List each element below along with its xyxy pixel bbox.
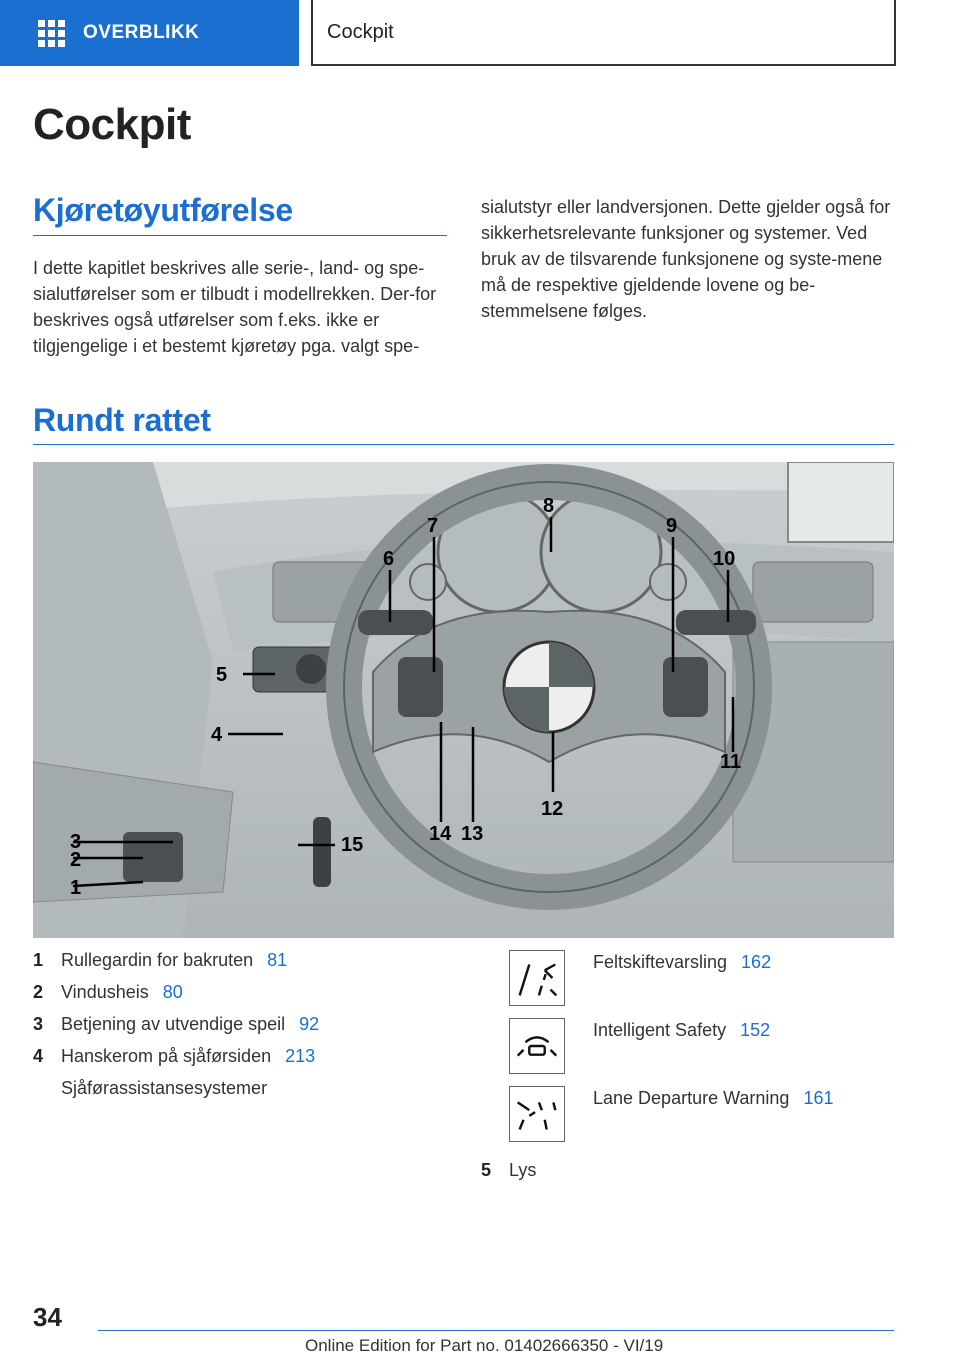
legend-text: Betjening av utvendige speil — [61, 1014, 286, 1034]
paragraph-right: sialutstyr eller landversjonen. Dette gjelder også for sikkerhetsrelevante funksjoner og systemer. Ved bruk av de tilsvarende funksjonene og syste-mene må de respektive gjeldende lovene og be-stemmelsene følges. — [481, 197, 891, 321]
callout-11: 11 — [720, 751, 742, 773]
legend-text: Hanskerom på sjåførsiden — [61, 1046, 272, 1066]
legend-icon-text — [593, 1020, 770, 1041]
legend-item — [33, 982, 463, 1014]
callout-15: 15 — [341, 834, 364, 856]
legend-icon-row — [509, 1086, 889, 1142]
legend-icon-row — [509, 950, 889, 1006]
callout-3: 3 — [70, 831, 82, 853]
legend-icon-text — [593, 952, 771, 973]
breadcrumb: Cockpit — [311, 0, 896, 66]
page-title: Cockpit — [33, 100, 191, 149]
intelligent-safety-icon — [509, 1018, 565, 1074]
page-link[interactable]: 161 — [803, 1088, 834, 1108]
section-rule — [33, 235, 447, 236]
page-link[interactable]: 81 — [267, 950, 288, 970]
callout-5: 5 — [216, 664, 228, 686]
callout-6: 6 — [383, 548, 395, 570]
legend-text: Feltskiftevarsling — [593, 952, 728, 972]
legend-list-left — [33, 950, 463, 1110]
legend-text: Lys — [509, 1160, 537, 1180]
page-number: 34 — [33, 1302, 62, 1332]
page-link[interactable]: 80 — [162, 982, 183, 1002]
callout-10: 10 — [713, 548, 736, 570]
legend-item — [33, 950, 463, 982]
lane-departure-icon — [509, 1086, 565, 1142]
legend-text: Intelligent Safety — [593, 1020, 727, 1040]
legend-icon-row — [509, 1018, 889, 1074]
callout-7: 7 — [427, 515, 439, 537]
legend-number: 4 — [33, 1046, 44, 1066]
lane-change-warning-icon — [509, 950, 565, 1006]
page-link[interactable]: 92 — [299, 1014, 320, 1034]
callout-2: 2 — [70, 849, 82, 871]
grid-icon — [38, 20, 65, 47]
legend-item — [481, 1160, 536, 1181]
legend-item — [33, 1046, 463, 1078]
legend-text: Rullegardin for bakruten — [61, 950, 254, 970]
section-title-vehicle-equipment: Kjøretøyutførelse — [33, 192, 293, 228]
legend-text: Lane Departure Warning — [593, 1088, 790, 1108]
overview-tab-label: OVERBLIKK — [83, 22, 200, 43]
footer-edition: Online Edition for Part no. 01402666350 - VI/19 — [305, 1336, 664, 1355]
legend-number: 5 — [481, 1160, 492, 1180]
overview-tab[interactable] — [0, 0, 299, 66]
callout-14: 14 — [429, 823, 452, 845]
cockpit-illustration — [33, 462, 894, 938]
callout-1: 1 — [70, 877, 82, 899]
callout-12: 12 — [541, 798, 564, 820]
callout-13: 13 — [461, 823, 484, 845]
callout-4: 4 — [211, 724, 223, 746]
callout-9: 9 — [666, 515, 678, 537]
legend-item — [33, 1078, 463, 1110]
legend-text: Vindusheis — [61, 982, 149, 1002]
page-link[interactable]: 213 — [285, 1046, 316, 1066]
paragraph-left: I dette kapitlet beskrives alle serie-, land- og spe-sialutførelser som er tilbudt i modellrekken. Der-for beskrives også utførelser som f.eks. ikke er tilgjengelige i et bestemt kjøretøy pga. valgt spe- — [33, 258, 437, 356]
legend-icon-text — [593, 1088, 834, 1109]
footer-rule — [98, 1330, 894, 1331]
legend-number: 1 — [33, 950, 44, 970]
page-link[interactable]: 152 — [740, 1020, 771, 1040]
page-link[interactable]: 162 — [741, 952, 772, 972]
legend-number: 3 — [33, 1014, 44, 1034]
legend-item — [33, 1014, 463, 1046]
callout-8: 8 — [543, 495, 555, 517]
legend-number: 2 — [33, 982, 44, 1002]
section-rule — [33, 444, 894, 445]
legend-text: Sjåførassistansesystemer — [61, 1078, 268, 1098]
section-title-around-wheel: Rundt rattet — [33, 402, 211, 438]
